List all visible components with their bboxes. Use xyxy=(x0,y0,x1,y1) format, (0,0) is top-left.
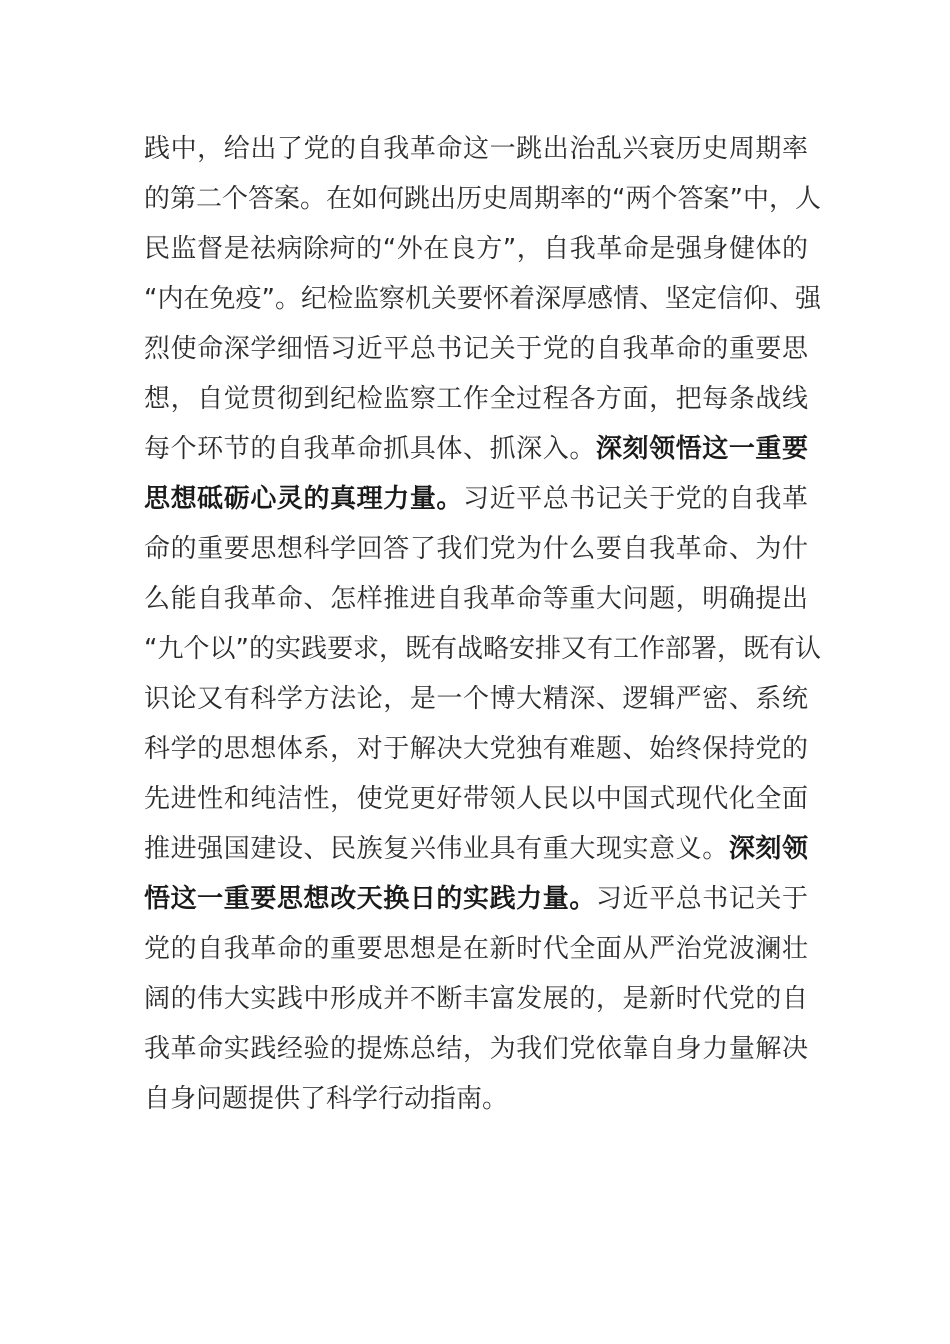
text-segment: “内在免疫”。纪检监察机关要怀着深厚感情、坚定信仰、强 xyxy=(144,284,821,314)
bold-text-segment: 悟这一重要思想改天换日的实践力量。 xyxy=(144,884,596,914)
text-line xyxy=(144,374,808,424)
text-line xyxy=(144,274,821,324)
text-segment: 习近平总书记关于 xyxy=(595,884,808,914)
text-line xyxy=(144,874,808,924)
text-line xyxy=(144,474,808,524)
text-line xyxy=(144,524,808,574)
text-line xyxy=(144,674,808,724)
text-segment: 习近平总书记关于党的自我革 xyxy=(463,484,808,514)
text-line xyxy=(144,624,821,674)
text-line xyxy=(144,124,808,174)
text-segment: “九个以”的实践要求，既有战略安排又有工作部署，既有认 xyxy=(144,634,821,664)
text-segment: 我革命实践经验的提炼总结，为我们党依靠自身力量解决 xyxy=(144,1034,808,1064)
text-line xyxy=(144,574,808,624)
text-segment: 党的自我革命的重要思想是在新时代全面从严治党波澜壮 xyxy=(144,934,808,964)
text-segment: 自身问题提供了科学行动指南。 xyxy=(144,1084,509,1114)
bold-text-segment: 深刻领 xyxy=(728,834,808,864)
text-line xyxy=(144,774,808,824)
text-segment: 么能自我革命、怎样推进自我革命等重大问题，明确提出 xyxy=(144,584,808,614)
text-line xyxy=(144,974,808,1024)
text-line xyxy=(144,224,808,274)
text-line xyxy=(144,724,808,774)
text-line xyxy=(144,324,808,374)
text-segment: 想，自觉贯彻到纪检监察工作全过程各方面，把每条战线 xyxy=(144,384,808,414)
text-line xyxy=(144,424,808,474)
bold-text-segment: 思想砥砺心灵的真理力量。 xyxy=(144,484,463,514)
text-segment: 命的重要思想科学回答了我们党为什么要自我革命、为什 xyxy=(144,534,808,564)
text-line xyxy=(144,1074,808,1124)
text-line xyxy=(144,924,808,974)
text-line xyxy=(144,1024,808,1074)
text-segment: 的第二个答案。在如何跳出历史周期率的“两个答案”中，人 xyxy=(144,184,821,214)
text-segment: 识论又有科学方法论，是一个博大精深、逻辑严密、系统 xyxy=(144,684,808,714)
text-segment: 科学的思想体系，对于解决大党独有难题、始终保持党的 xyxy=(144,734,808,764)
bold-text-segment: 深刻领悟这一重要 xyxy=(595,434,808,464)
body-text xyxy=(144,124,821,1124)
text-line xyxy=(144,174,821,224)
text-segment: 民监督是祛病除疴的“外在良方”，自我革命是强身健体的 xyxy=(144,234,808,264)
text-segment: 烈使命深学细悟习近平总书记关于党的自我革命的重要思 xyxy=(144,334,808,364)
text-segment: 阔的伟大实践中形成并不断丰富发展的，是新时代党的自 xyxy=(144,984,808,1014)
text-segment: 推进强国建设、民族复兴伟业具有重大现实意义。 xyxy=(144,834,729,864)
text-line xyxy=(144,824,808,874)
text-segment: 每个环节的自我革命抓具体、抓深入。 xyxy=(144,434,596,464)
text-segment: 践中，给出了党的自我革命这一跳出治乱兴衰历史周期率 xyxy=(144,134,808,164)
text-segment: 先进性和纯洁性，使党更好带领人民以中国式现代化全面 xyxy=(144,784,808,814)
